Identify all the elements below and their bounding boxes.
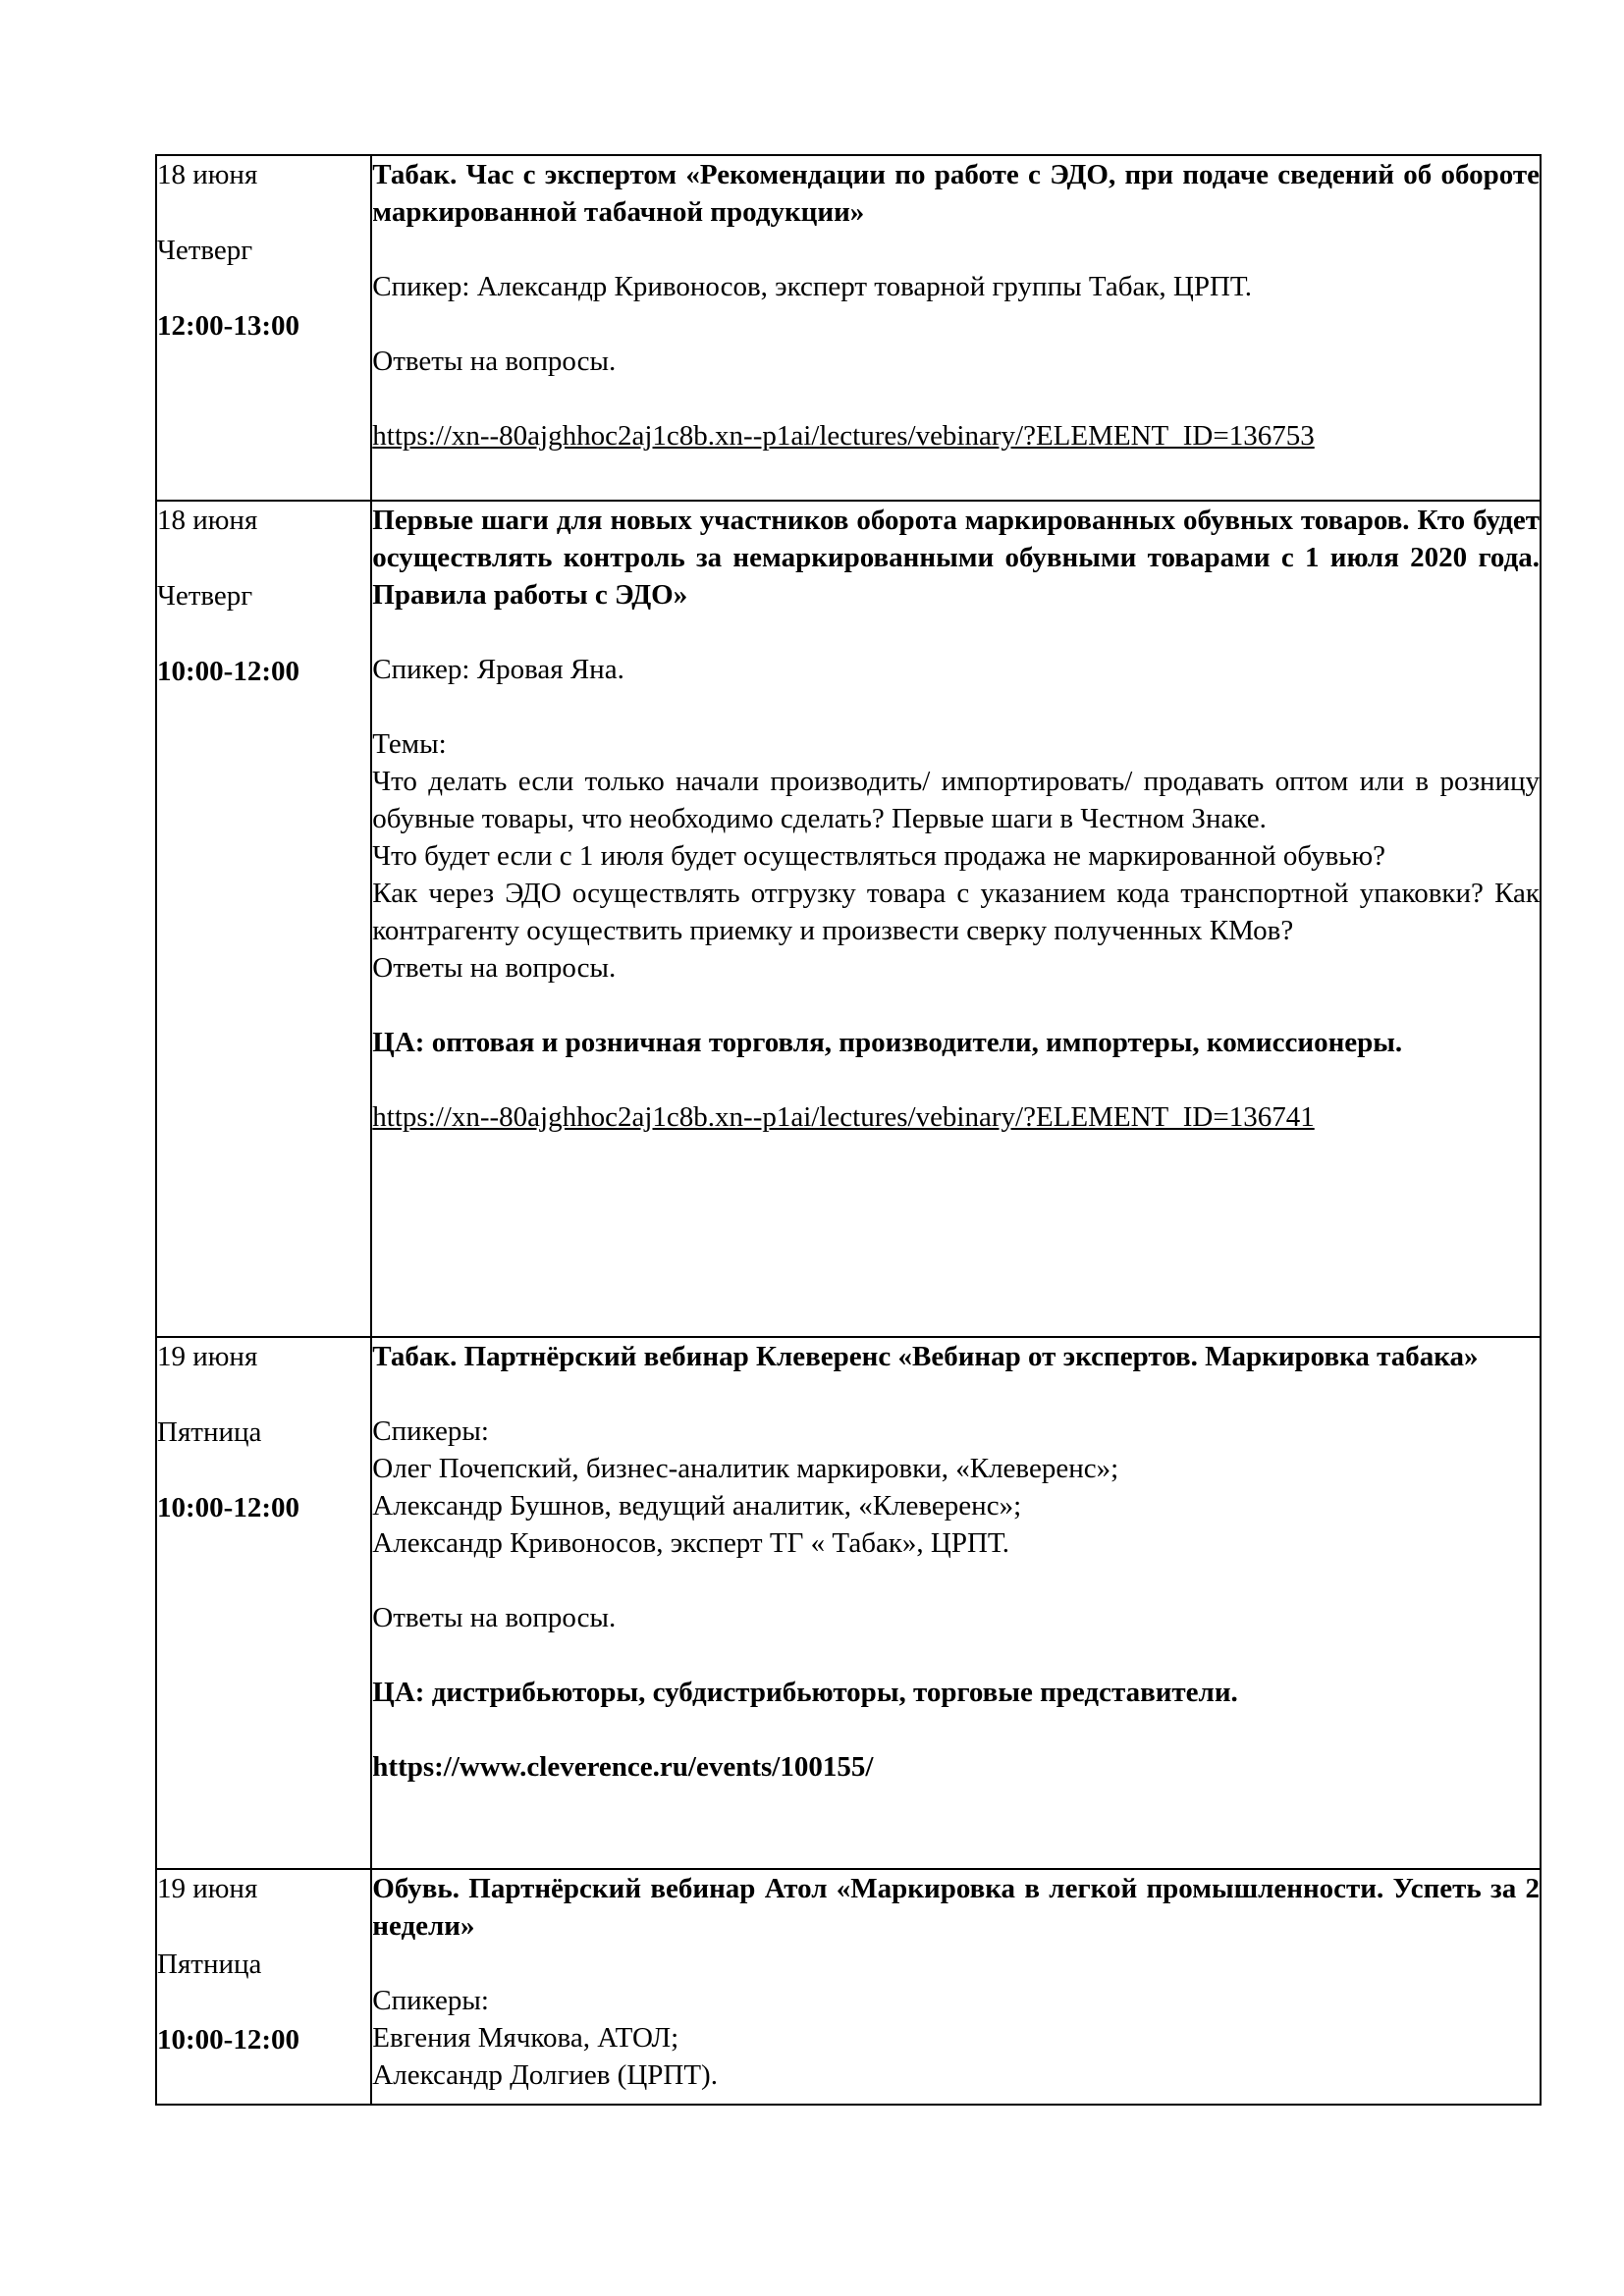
speaker-item: Александр Кривоносов, эксперт ТГ « Табак», ЦРПТ. bbox=[372, 1527, 1009, 1559]
topic-item: Как через ЭДО осуществлять отгрузку товара с указанием кода транспортной упаковки? Как контрагенту осуществить приемку и произвести сверку полученных КМов? bbox=[372, 878, 1540, 946]
topic-item: Что будет если с 1 июля будет осуществляться продажа не маркированной обувью? bbox=[372, 840, 1386, 872]
event-speaker: Спикер: Александр Кривоносов, эксперт товарной группы Табак, ЦРПТ. bbox=[372, 271, 1252, 302]
event-time: 10:00-12:00 bbox=[157, 1492, 299, 1523]
event-date: 19 июня bbox=[157, 1341, 258, 1372]
topics-label: Темы: bbox=[372, 728, 447, 760]
event-audience: ЦА: оптовая и розничная торговля, производители, импортеры, комиссионеры. bbox=[372, 1027, 1403, 1058]
speaker-item: Александр Бушнов, ведущий аналитик, «Клеверенс»; bbox=[372, 1490, 1022, 1522]
event-qa: Ответы на вопросы. bbox=[372, 1602, 617, 1633]
speaker-item: Евгения Мячкова, АТОЛ; bbox=[372, 2022, 679, 2054]
event-info-cell bbox=[371, 501, 1541, 1337]
event-date: 19 июня bbox=[157, 1873, 258, 1904]
date-cell bbox=[156, 501, 371, 1337]
event-date: 18 июня bbox=[157, 159, 258, 190]
table-row bbox=[156, 501, 1541, 1337]
event-title: Первые шаги для новых участников оборота маркированных обувных товаров. Кто будет осуществлять контроль за немаркированными обувными товарами с 1 июля 2020 года. Правила работы с ЭДО» bbox=[372, 505, 1540, 611]
event-time: 10:00-12:00 bbox=[157, 2024, 299, 2056]
speaker-item: Александр Долгиев (ЦРПТ). bbox=[372, 2059, 718, 2091]
event-link[interactable]: https://www.cleverence.ru/events/100155/ bbox=[372, 1751, 874, 1783]
event-weekday: Пятница bbox=[157, 1416, 262, 1448]
speakers-label: Спикеры: bbox=[372, 1415, 489, 1447]
event-audience: ЦА: дистрибьюторы, субдистрибьюторы, торговые представители. bbox=[372, 1677, 1238, 1708]
event-date: 18 июня bbox=[157, 505, 258, 536]
event-weekday: Четверг bbox=[157, 580, 253, 612]
speakers-label: Спикеры: bbox=[372, 1985, 489, 2016]
speaker-item: Олег Почепский, бизнес-аналитик маркировки, «Клеверенс»; bbox=[372, 1453, 1119, 1484]
event-info-cell bbox=[371, 1337, 1541, 1869]
event-time: 12:00-13:00 bbox=[157, 310, 299, 342]
schedule-table bbox=[155, 154, 1542, 2106]
event-speaker: Спикер: Яровая Яна. bbox=[372, 654, 624, 685]
event-title: Обувь. Партнёрский вебинар Атол «Маркировка в легкой промышленности. Успеть за 2 недели» bbox=[372, 1873, 1540, 1942]
date-cell bbox=[156, 1337, 371, 1869]
event-info-cell bbox=[371, 1869, 1541, 2105]
date-cell bbox=[156, 155, 371, 501]
table-row bbox=[156, 1869, 1541, 2105]
event-link[interactable]: https://xn--80ajghhoc2aj1c8b.xn--p1ai/lectures/vebinary/?ELEMENT_ID=136753 bbox=[372, 420, 1315, 452]
event-weekday: Пятница bbox=[157, 1949, 262, 1980]
event-title: Табак. Час с экспертом «Рекомендации по работе с ЭДО, при подаче сведений об обороте маркированной табачной продукции» bbox=[372, 159, 1540, 228]
event-time: 10:00-12:00 bbox=[157, 656, 299, 687]
event-qa: Ответы на вопросы. bbox=[372, 952, 617, 984]
topic-item: Что делать если только начали производить/ импортировать/ продавать оптом или в розницу обувные товары, что необходимо сделать? Первые шаги в Честном Знаке. bbox=[372, 766, 1540, 834]
event-weekday: Четверг bbox=[157, 235, 253, 266]
table-row bbox=[156, 1337, 1541, 1869]
event-info-cell bbox=[371, 155, 1541, 501]
event-link[interactable]: https://xn--80ajghhoc2aj1c8b.xn--p1ai/lectures/vebinary/?ELEMENT_ID=136741 bbox=[372, 1101, 1315, 1133]
date-cell bbox=[156, 1869, 371, 2105]
table-row bbox=[156, 155, 1541, 501]
event-title: Табак. Партнёрский вебинар Клеверенс «Вебинар от экспертов. Маркировка табака» bbox=[372, 1341, 1479, 1372]
event-qa: Ответы на вопросы. bbox=[372, 346, 617, 377]
